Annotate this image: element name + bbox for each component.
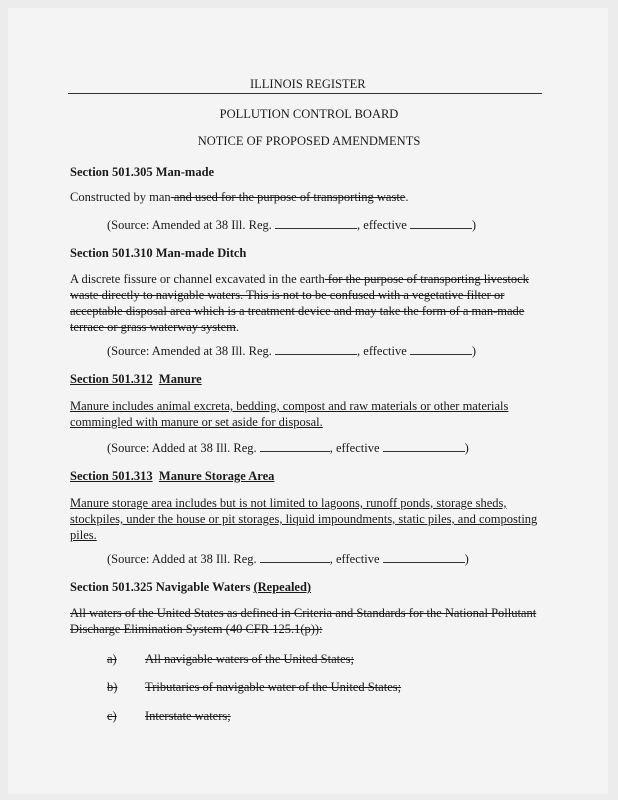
- section-325-line-2: Discharge Elimination System (40 CFR 125.1(p)):: [70, 622, 323, 636]
- item-a-text: All navigable waters of the United States;: [145, 652, 354, 666]
- board-title: POLLUTION CONTROL BOARD: [219, 107, 399, 121]
- section-310-line-2: waste directly to navigable waters. This is not to be confused with a vegetative filter or: [70, 288, 505, 302]
- section-313-source: (Source: Added at 38 Ill. Reg. , effective ): [107, 552, 469, 566]
- header-rule: [68, 93, 542, 94]
- register-title: ILLINOIS REGISTER: [250, 77, 366, 91]
- section-310-line-1: A discrete fissure or channel excavated in the earth for the purpose of transporting livestock: [70, 272, 529, 286]
- section-313-line-3: piles.: [70, 528, 97, 542]
- section-310-heading: Section 501.310 Man-made Ditch: [70, 246, 247, 260]
- item-b-text: Tributaries of navigable water of the United States;: [145, 680, 402, 694]
- item-c-label: c): [107, 709, 117, 723]
- item-a-label: a): [107, 652, 117, 666]
- item-c-text: Interstate waters;: [145, 709, 231, 723]
- section-325-heading: Section 501.325 Navigable Waters (Repealed): [70, 580, 312, 594]
- section-325-line-1: All waters of the United States as defined in Criteria and Standards for the National Pollutant: [70, 606, 537, 620]
- section-310-line-3: acceptable disposal area which is a treatment device and may take the form of a man-made: [70, 304, 525, 318]
- section-313-heading: Section 501.313 Manure Storage Area: [70, 469, 275, 483]
- section-312-line-1: Manure includes animal excreta, bedding, compost and raw materials or other materials: [70, 399, 509, 413]
- item-b-label: b): [107, 680, 118, 694]
- section-305-source: (Source: Amended at 38 Ill. Reg. , effective ): [107, 218, 477, 232]
- section-313-line-1: Manure storage area includes but is not limited to lagoons, runoff ponds, storage sheds,: [70, 496, 507, 510]
- section-310-source: (Source: Amended at 38 Ill. Reg. , effective ): [107, 344, 477, 358]
- section-312-source: (Source: Added at 38 Ill. Reg. , effective ): [107, 441, 469, 455]
- section-305-text: Constructed by man and used for the purpose of transporting waste.: [70, 190, 409, 204]
- section-310-line-4: terrace or grass waterway system.: [70, 320, 240, 334]
- section-312-line-2: commingled with manure or set aside for disposal.: [70, 415, 323, 429]
- section-312-heading: Section 501.312 Manure: [70, 372, 202, 386]
- section-313-line-2: stockpiles, under the house or pit storages, liquid impoundments, static piles, and composting: [70, 512, 538, 526]
- section-305-heading: Section 501.305 Man-made: [70, 165, 215, 179]
- notice-title: NOTICE OF PROPOSED AMENDMENTS: [197, 134, 421, 148]
